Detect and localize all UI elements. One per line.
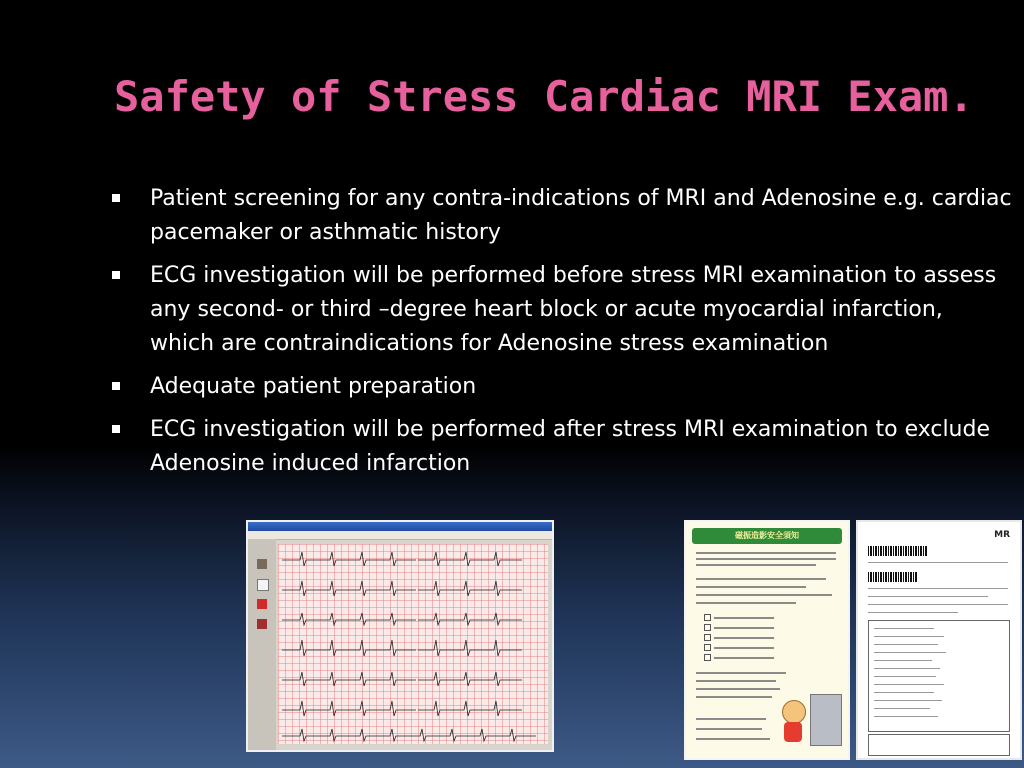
form-line (874, 660, 932, 661)
text-line (696, 564, 816, 566)
form-line (868, 596, 988, 597)
ecg-waveforms (248, 522, 554, 752)
bullet-square-icon (112, 425, 120, 433)
text-line (696, 718, 766, 720)
checkbox-icon (704, 634, 711, 641)
bullet-item (112, 259, 1012, 361)
text-line (714, 627, 774, 629)
form-line (868, 562, 1008, 563)
mri-request-form-image (856, 520, 1022, 760)
text-line (696, 602, 796, 604)
text-line (696, 680, 776, 682)
text-line (714, 617, 774, 619)
form-line (874, 676, 936, 677)
text-line (696, 578, 826, 580)
checkbox-icon (704, 654, 711, 661)
bullet-text: Adequate patient preparation (150, 374, 477, 399)
bullet-item (112, 182, 1012, 250)
bullet-item (112, 370, 1012, 404)
checkbox-icon (704, 624, 711, 631)
form-line (874, 652, 946, 653)
ecg-screenshot-image (246, 520, 554, 752)
notice-heading: 磁振造影安全須知 (735, 531, 799, 540)
text-line (696, 672, 786, 674)
form-line (874, 716, 938, 717)
form-line (874, 684, 944, 685)
text-line (696, 728, 762, 730)
bullet-item (112, 413, 1012, 481)
form-line (868, 588, 1008, 589)
checkbox-icon (704, 644, 711, 651)
text-line (714, 637, 774, 639)
form-line (874, 692, 934, 693)
text-line (696, 552, 836, 554)
form-line (874, 628, 934, 629)
text-line (696, 696, 772, 698)
checkbox-icon (704, 614, 711, 621)
form-line (874, 708, 930, 709)
child-cartoon-body (784, 722, 802, 742)
form-code: MR (994, 530, 1010, 540)
bullet-square-icon (112, 194, 120, 202)
cabinet-illustration (810, 694, 842, 746)
form-line (868, 612, 958, 613)
form-line (868, 604, 1008, 605)
bullet-text: Patient screening for any contra-indications of MRI and Adenosine e.g. cardiac pacemaker or asthmatic history (150, 186, 1012, 245)
text-line (714, 647, 774, 649)
text-line (696, 688, 780, 690)
bullet-text: ECG investigation will be performed after stress MRI examination to exclude Adenosine induced infarction (150, 417, 990, 476)
form-line (874, 668, 940, 669)
bullet-text: ECG investigation will be performed before stress MRI examination to assess any second- or third –degree heart block or acute myocardial infarction, which are contraindications for Adenosine stress examination (150, 263, 997, 356)
barcode-icon (868, 546, 928, 556)
text-line (696, 738, 770, 740)
form-line (874, 636, 944, 637)
bullet-square-icon (112, 271, 120, 279)
form-line (874, 700, 942, 701)
form-line (874, 644, 938, 645)
slide-title: Safety of Stress Cardiac MRI Exam. (114, 72, 974, 121)
child-cartoon-icon (782, 700, 806, 724)
barcode-icon (868, 572, 918, 582)
text-line (696, 586, 806, 588)
form-signature-box (868, 734, 1010, 756)
text-line (696, 594, 832, 596)
notice-heading-banner (692, 528, 842, 544)
bullet-list (112, 182, 1012, 490)
text-line (714, 657, 774, 659)
text-line (696, 558, 836, 560)
bullet-square-icon (112, 382, 120, 390)
patient-notice-image (684, 520, 850, 760)
